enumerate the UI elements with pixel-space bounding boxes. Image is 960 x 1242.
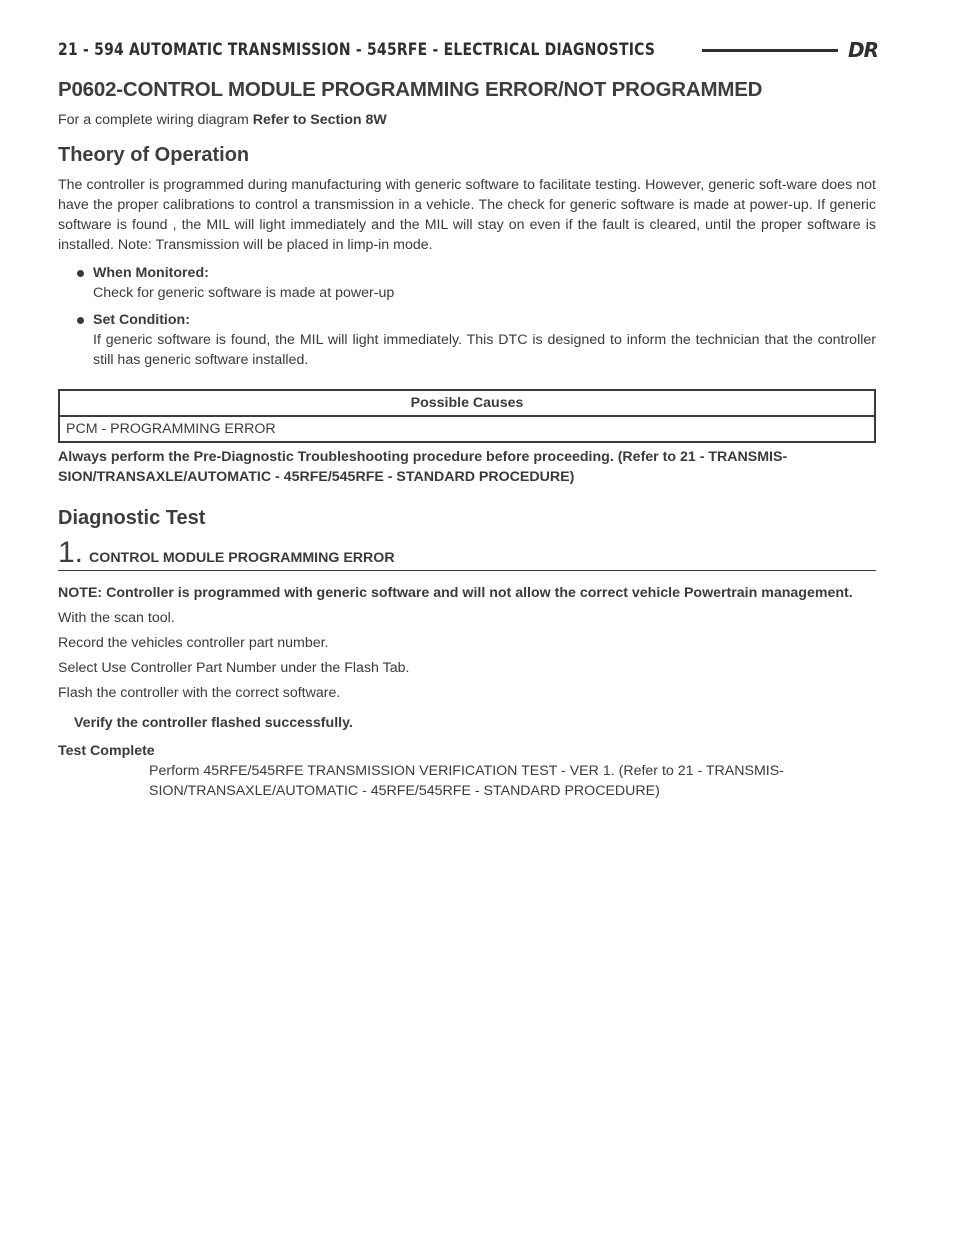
diagnostic-heading: Diagnostic Test	[58, 507, 206, 529]
wiring-prefix: For a complete wiring diagram	[58, 112, 253, 128]
list-item	[58, 310, 876, 370]
step-number: 1.	[58, 536, 84, 569]
possible-causes-table	[58, 389, 876, 443]
page-header	[58, 36, 878, 64]
wiring-reference	[58, 110, 876, 130]
verify-question: Verify the controller flashed successfully.	[74, 715, 353, 731]
header-title: 21 - 594 AUTOMATIC TRANSMISSION - 545RFE - ELECTRICAL DIAGNOSTICS	[58, 40, 656, 60]
theory-body: The controller is programmed during manufacturing with generic software to facilitate testing. However, generic soft-ware does not have the proper calibrations to control a transmission in a vehicle. The check for generic software is made at power-up. If generic software is found , the MIL will light immediately and the MIL will stay on even if the fault is cleared, until the proper software is installed. Note: Transmission will be placed in limp-in mode.	[58, 177, 876, 253]
step-title: CONTROL MODULE PROGRAMMING ERROR	[89, 550, 395, 566]
step-instruction: Select Use Controller Part Number under the Flash Tab.	[58, 660, 410, 676]
wiring-ref-link[interactable]: Refer to Section 8W	[252, 112, 387, 128]
header-rule	[702, 49, 838, 52]
step-instruction: Record the vehicles controller part number.	[58, 635, 329, 651]
theory-heading: Theory of Operation	[58, 144, 250, 166]
answer-text: Perform 45RFE/545RFE TRANSMISSION VERIFICATION TEST - VER 1. (Refer to 21 - TRANSMIS-SION/TRANSAXLE/AUTOMATIC - 45RFE/545RFE - STANDARD PROCEDURE)	[149, 763, 784, 799]
step-instruction: Flash the controller with the correct software.	[58, 685, 341, 701]
bullet-label: Set Condition:	[93, 312, 190, 328]
table-header: Possible Causes	[59, 390, 875, 416]
bullet-text: Check for generic software is made at power-up	[93, 285, 395, 301]
bullet-label: When Monitored:	[93, 265, 209, 281]
theory-bullets	[58, 263, 876, 370]
bullet-text: If generic software is found, the MIL will light immediately. This DTC is designed to inform the technician that the controller still has generic software installed.	[93, 332, 876, 368]
step-heading	[58, 538, 876, 571]
table-cell: PCM - PROGRAMMING ERROR	[59, 416, 875, 442]
page-content	[58, 78, 876, 801]
dtc-title: P0602-CONTROL MODULE PROGRAMMING ERROR/NOT PROGRAMMED	[58, 78, 763, 101]
answer-label: Test Complete	[58, 743, 155, 759]
pre-diagnostic-note: Always perform the Pre-Diagnostic Troubleshooting procedure before proceeding. (Refer to 21 - TRANSMIS-SION/TRANSAXLE/AUTOMATIC - 45RFE/545RFE - STANDARD PROCEDURE)	[58, 449, 788, 485]
list-item	[58, 263, 876, 303]
dr-logo: DR	[847, 38, 878, 62]
step-instruction: With the scan tool.	[58, 610, 175, 626]
step-note: NOTE: Controller is programmed with generic software and will not allow the correct vehicle Powertrain management.	[58, 585, 853, 601]
table-row	[59, 416, 875, 442]
table-header-row	[59, 390, 875, 416]
